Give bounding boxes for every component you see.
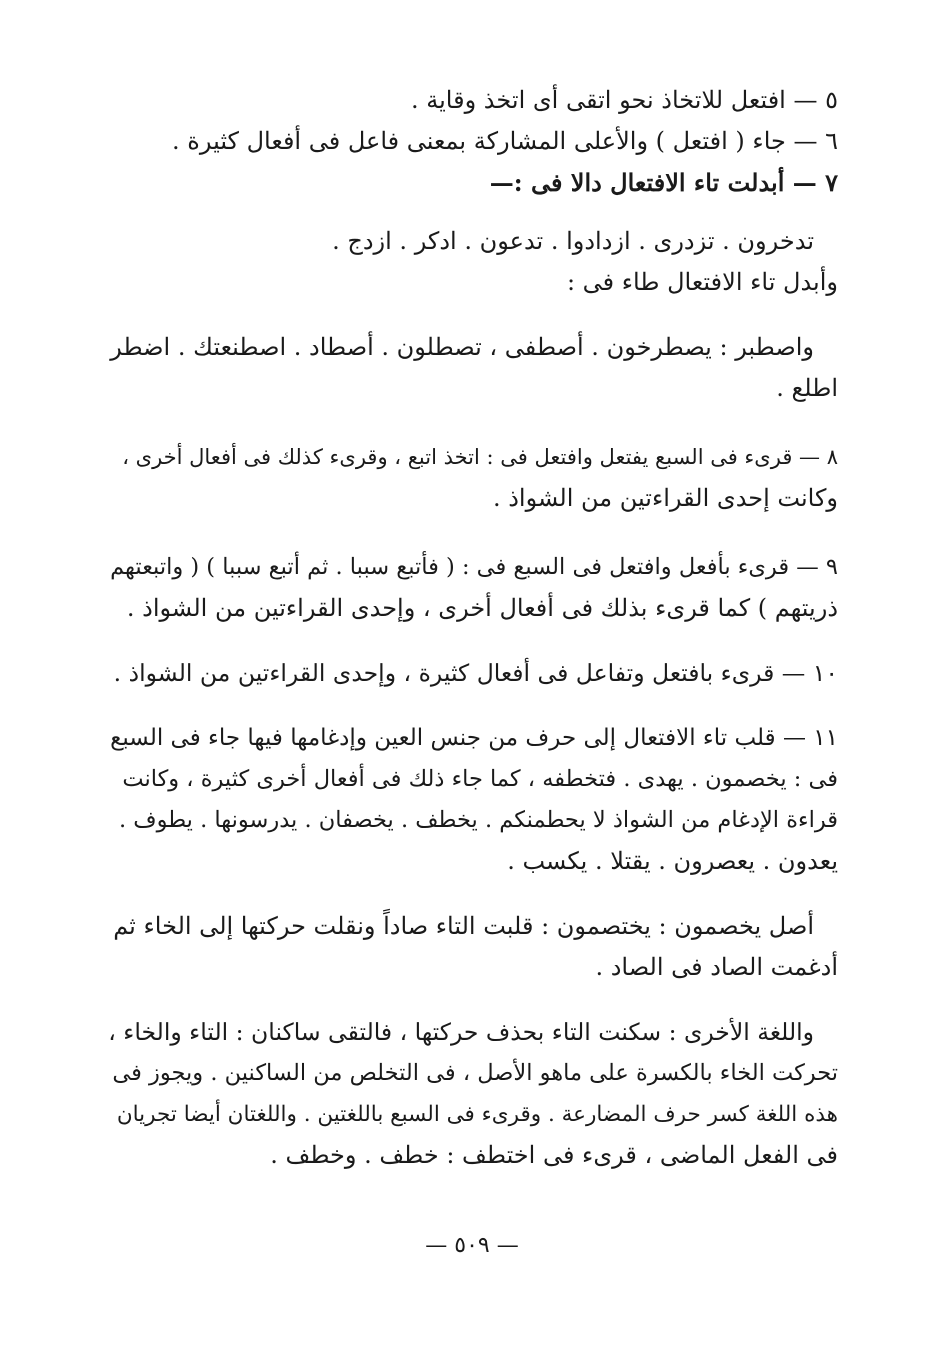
asl-paragraph-line-1: أصل يخصمون : يختصمون : قلبت التاء صاداً ونقلت حركتها إلى الخاء ثم [113, 912, 814, 940]
item-10: ١٠ — قرىء بافتعل وتفاعل فى أفعال كثيرة ، وإحدى القراءتين من الشواذ . [113, 659, 838, 687]
item-8-line-1: ٨ — قرىء فى السبع يفتعل وافتعل فى : اتخذ اتبع ، وقرىء كذلك فى أفعال أخرى ، [122, 445, 838, 469]
page-body [108, 80, 838, 1176]
item-8-line-2: وكانت إحدى القراءتين من الشواذ . [492, 484, 838, 512]
item-7-heading: ٧ — أبدلت تاء الافتعال دالا فى :— [489, 168, 838, 197]
item-7-words: تدخرون . تزدرى . ازدادوا . تدعون . ادكر . ازدج . [332, 227, 814, 255]
item-7-ta-words-line-2: اطلع . [776, 374, 838, 402]
item-11-line-3: قراءة الإدغام من الشواذ لا يحطمنكم . يخطف . يخصفان . يدرسونها . يطوف . [118, 807, 838, 833]
item-5: ٥ — افتعل للاتخاذ نحو اتقى أى اتخذ وقاية . [411, 86, 838, 114]
lugha-paragraph-line-4: فى الفعل الماضى ، قرىء فى اختطف : خطف . وخطف . [270, 1141, 838, 1169]
item-9-line-2: ذريتهم ) كما قرىء بذلك فى أفعال أخرى ، وإحدى القراءتين من الشواذ . [126, 594, 838, 622]
item-6: ٦ — جاء ( افتعل ) والأعلى المشاركة بمعنى فاعل فى أفعال كثيرة . [172, 127, 838, 155]
item-9-line-1: ٩ — قرىء بأفعل وافتعل فى السبع فى : ( فأتبع سببا . ثم أتبع سببا ) ( واتبعتهم [110, 554, 838, 580]
lugha-paragraph-line-1: واللغة الأخرى : سكنت التاء بحذف حركتها ، فالتقى ساكنان : التاء والخاء ، [108, 1018, 814, 1046]
asl-paragraph-line-2: أدغمت الصاد فى الصاد . [595, 953, 838, 981]
page-number: — ٥٠٩ — [425, 1233, 519, 1258]
item-11-line-4: يعدون . يعصرون . يقتلا . يكسب . [507, 847, 838, 875]
item-7-ta-intro: وأبدل تاء الافتعال طاء فى : [566, 268, 838, 296]
item-11-line-2: فى : يخصمون . يهدى . فتخطفه ، كما جاء ذلك فى أفعال أخرى كثيرة ، وكانت [122, 766, 838, 792]
item-11-line-1: ١١ — قلب تاء الافتعال إلى حرف من جنس العين وإدغامها فيها جاء فى السبع [110, 725, 838, 751]
lugha-paragraph-line-2: تحركت الخاء بالكسرة على ماهو الأصل ، فى التخلص من الساكنين . ويجوز فى [112, 1060, 838, 1086]
lugha-paragraph-line-3: هذه اللغة كسر حرف المضارعة . وقرىء فى السبع باللغتين . واللغتان أيضا تجريان [116, 1102, 838, 1127]
item-7-ta-words-line-1: واصطبر : يصطرخون . أصطفى ، تصطلون . أصطاد . اصطنعتك . اضطر [110, 333, 814, 361]
